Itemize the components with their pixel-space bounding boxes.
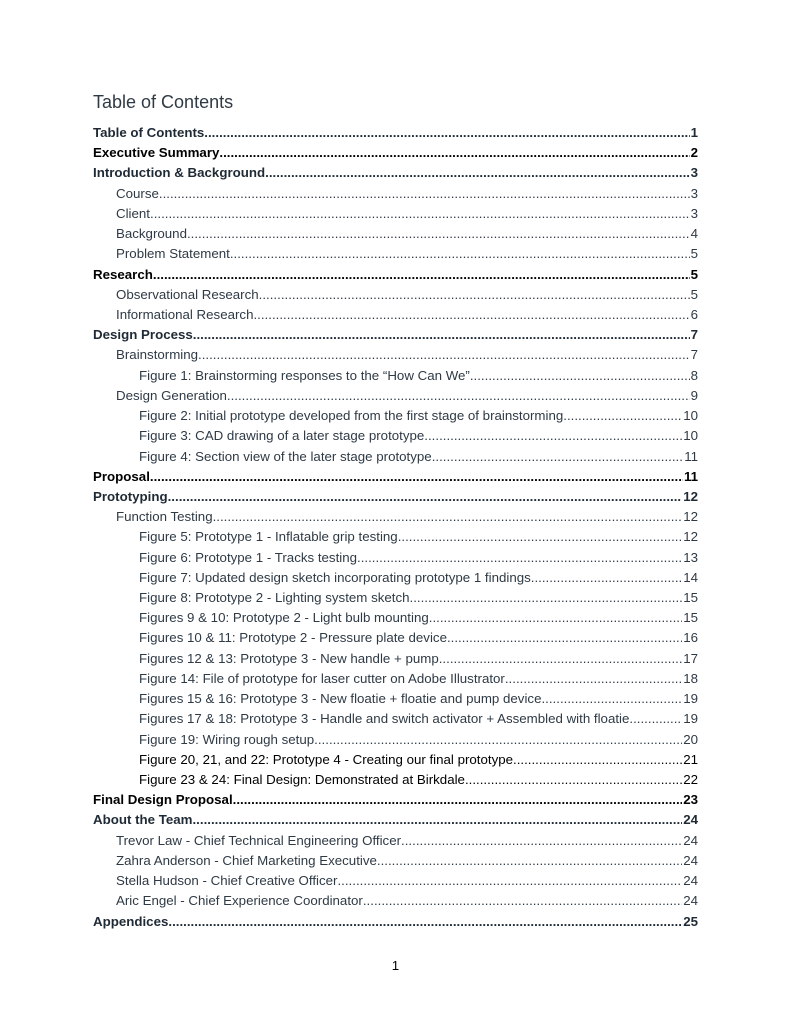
toc-entry-label: Design Process (93, 327, 193, 343)
dot-leader (193, 325, 690, 345)
toc-entry-label: About the Team (93, 812, 193, 828)
dot-leader (259, 285, 690, 305)
toc-entry-label: Function Testing (116, 509, 213, 525)
toc-entry-label: Figure 23 & 24: Final Design: Demonstrated at Birkdale (139, 772, 465, 787)
toc-entry-label: Figure 5: Prototype 1 - Inflatable grip testing (139, 529, 398, 545)
toc-entry-label: Observational Research (116, 286, 259, 302)
toc-entry-label: Background (116, 226, 187, 242)
dot-leader (213, 507, 683, 527)
dot-leader (159, 184, 690, 204)
toc-entry-label: Figures 10 & 11: Prototype 2 - Pressure plate device (139, 630, 447, 646)
toc-entry-page-number: 3 (690, 185, 698, 201)
dot-leader (513, 750, 682, 770)
toc-entry-page-number: 19 (683, 711, 698, 727)
toc-entry[interactable] (93, 467, 698, 487)
toc-entry-page-number: 24 (683, 852, 698, 868)
toc-entry-page-number: 12 (683, 509, 698, 525)
toc-entry-label: Executive Summary (93, 145, 220, 161)
toc-entry[interactable] (93, 750, 698, 770)
dot-leader (629, 709, 682, 729)
dot-leader (465, 770, 682, 790)
toc-entry-page-number: 5 (690, 286, 698, 302)
toc-entry[interactable] (93, 709, 698, 729)
toc-entry[interactable] (93, 325, 698, 345)
toc-entry-page-number: 23 (683, 792, 698, 808)
toc-entry-page-number: 15 (683, 590, 698, 606)
toc-entry[interactable] (93, 568, 698, 588)
dot-leader (429, 608, 682, 628)
toc-entry-page-number: 3 (690, 165, 698, 181)
toc-entry-label: Trevor Law - Chief Technical Engineering Officer (116, 832, 402, 848)
toc-entry[interactable] (93, 730, 698, 750)
toc-entry-label: Table of Contents (93, 125, 205, 140)
toc-entry-page-number: 11 (684, 448, 698, 464)
toc-entry-page-number: 24 (683, 873, 698, 889)
dot-leader (531, 568, 682, 588)
toc-entry[interactable] (93, 810, 698, 830)
toc-entry[interactable] (93, 689, 698, 709)
toc-entry[interactable] (93, 244, 698, 264)
toc-entry-label: Figure 4: Section view of the later stage prototype (139, 448, 432, 464)
toc-entry-page-number: 4 (690, 226, 698, 242)
toc-entry[interactable] (93, 143, 698, 163)
toc-entry-page-number: 10 (683, 428, 698, 444)
toc-entry-page-number: 21 (683, 751, 698, 767)
toc-entry-label: Figure 14: File of prototype for laser cutter on Adobe Illustrator (139, 670, 505, 686)
toc-entry[interactable] (93, 628, 698, 648)
toc-entry-page-number: 1 (690, 125, 698, 140)
dot-leader (187, 224, 690, 244)
dot-leader (439, 649, 682, 669)
page-number: 1 (391, 958, 400, 973)
toc-entry-page-number: 5 (690, 246, 698, 262)
toc-entry-label: Prototyping (93, 488, 168, 504)
dot-leader (410, 588, 683, 608)
toc-entry-page-number: 24 (683, 832, 698, 848)
toc-entry[interactable] (93, 386, 698, 406)
dot-leader (253, 305, 689, 325)
toc-entry-page-number: 12 (683, 488, 698, 504)
toc-entry[interactable] (93, 163, 698, 183)
dot-leader (470, 366, 690, 386)
dot-leader (357, 548, 682, 568)
dot-leader (153, 265, 690, 285)
dot-leader (168, 487, 683, 507)
dot-leader (227, 386, 690, 406)
toc-entry-label: Figures 15 & 16: Prototype 3 - New floatie + floatie and pump device (139, 691, 542, 707)
toc-entry[interactable] (93, 366, 698, 386)
dot-leader (150, 204, 690, 224)
dot-leader (401, 831, 682, 851)
toc-entry-page-number: 8 (690, 367, 698, 383)
toc-entry[interactable] (93, 831, 698, 851)
toc-entry-page-number: 3 (690, 205, 698, 221)
toc-entry-page-number: 16 (683, 630, 698, 646)
toc-entry-label: Course (116, 185, 159, 201)
toc-entry[interactable] (93, 912, 698, 932)
toc-entry[interactable] (93, 871, 698, 891)
toc-entry-label: Research (93, 266, 153, 282)
toc-entry[interactable] (93, 588, 698, 608)
toc-entry[interactable] (93, 345, 698, 365)
toc-entry-page-number: 7 (690, 347, 698, 363)
toc-entry[interactable] (93, 649, 698, 669)
toc-entry-page-number: 24 (683, 812, 698, 828)
dot-leader (150, 467, 683, 487)
toc-entry[interactable] (93, 265, 698, 285)
toc-entry-label: Figure 8: Prototype 2 - Lighting system sketch (139, 590, 410, 606)
toc-entry-label: Figure 19: Wiring rough setup (139, 731, 315, 747)
toc-entry[interactable] (93, 184, 698, 204)
dot-leader (219, 143, 689, 163)
toc-entry-label: Client (116, 205, 150, 221)
toc-entry[interactable] (93, 770, 698, 790)
toc-entry-label: Introduction & Background (93, 165, 266, 181)
toc-entry-page-number: 12 (683, 529, 698, 545)
toc-entry-label: Figure 20, 21, and 22: Prototype 4 - Creating our final prototype (139, 751, 514, 767)
toc-entry[interactable] (93, 447, 698, 467)
toc-entry-page-number: 22 (683, 772, 698, 787)
toc-entry-page-number: 24 (683, 893, 698, 909)
toc-entry-label: Figures 12 & 13: Prototype 3 - New handle + pump (139, 650, 439, 666)
dot-leader (168, 912, 682, 932)
toc-entry[interactable] (93, 790, 698, 810)
toc-entry[interactable] (93, 527, 698, 547)
dot-leader (337, 871, 682, 891)
toc-entry-page-number: 5 (690, 266, 698, 282)
toc-entry-page-number: 17 (683, 650, 698, 666)
dot-leader (314, 730, 682, 750)
toc-entry-label: Zahra Anderson - Chief Marketing Executive (116, 852, 377, 868)
toc-entry-label: Figure 6: Prototype 1 - Tracks testing (139, 549, 358, 565)
toc-entry[interactable] (93, 891, 698, 911)
toc-entry[interactable] (93, 608, 698, 628)
toc-entry[interactable] (93, 406, 698, 426)
toc-entry-label: Figure 3: CAD drawing of a later stage prototype (139, 428, 425, 444)
toc-entry-label: Stella Hudson - Chief Creative Officer (116, 873, 338, 889)
toc-entry[interactable] (93, 426, 698, 446)
page-title: Table of Contents (93, 92, 234, 112)
toc-entry[interactable] (93, 123, 698, 143)
toc-entry-page-number: 13 (683, 549, 698, 565)
toc-entry[interactable] (93, 305, 698, 325)
toc-entry-page-number: 10 (683, 408, 698, 424)
toc-entry-page-number: 11 (683, 468, 698, 484)
toc-entry-label: Figures 17 & 18: Prototype 3 - Handle and switch activator + Assembled with floatie (139, 711, 630, 727)
toc-entry-label: Problem Statement (116, 246, 230, 262)
dot-leader (363, 891, 682, 911)
toc-entry-label: Proposal (93, 468, 150, 484)
dot-leader (424, 426, 682, 446)
dot-leader (377, 851, 682, 871)
toc-entry[interactable] (93, 487, 698, 507)
toc-entry-page-number: 2 (690, 145, 698, 161)
dot-leader (204, 123, 689, 143)
toc-entry[interactable] (93, 851, 698, 871)
toc-entry-page-number: 14 (683, 569, 698, 585)
toc-entry[interactable] (93, 224, 698, 244)
toc-entry-page-number: 25 (683, 913, 698, 929)
toc-entry[interactable] (93, 669, 698, 689)
dot-leader (198, 345, 690, 365)
toc-entry[interactable] (93, 285, 698, 305)
toc-entry-page-number: 6 (690, 306, 698, 322)
dot-leader (541, 689, 682, 709)
toc-entry-page-number: 9 (690, 387, 698, 403)
toc-entry[interactable] (93, 548, 698, 568)
toc-entry-page-number: 20 (683, 731, 698, 747)
dot-leader (432, 447, 683, 467)
toc-entry-label: Figure 1: Brainstorming responses to the “How Can We” (139, 367, 470, 383)
dot-leader (192, 810, 682, 830)
toc-entry-label: Figures 9 & 10: Prototype 2 - Light bulb mounting (139, 610, 429, 626)
dot-leader (447, 628, 682, 648)
toc-entry-label: Brainstorming (116, 347, 199, 363)
dot-leader (233, 790, 683, 810)
dot-leader (563, 406, 682, 426)
dot-leader (265, 163, 689, 183)
dot-leader (230, 244, 690, 264)
toc-entry-label: Aric Engel - Chief Experience Coordinator (116, 893, 363, 909)
toc-entry-page-number: 15 (683, 610, 698, 626)
dot-leader (398, 527, 683, 547)
toc-entry-label: Informational Research (116, 306, 254, 322)
table-of-contents (93, 123, 698, 932)
dot-leader (505, 669, 682, 689)
toc-entry-label: Figure 2: Initial prototype developed from the first stage of brainstorming (139, 408, 564, 424)
toc-entry-page-number: 7 (690, 327, 698, 343)
toc-entry-label: Final Design Proposal (93, 792, 233, 808)
toc-entry-label: Design Generation (116, 387, 227, 403)
toc-entry[interactable] (93, 204, 698, 224)
toc-entry-page-number: 19 (683, 691, 698, 707)
toc-entry-label: Appendices (93, 913, 169, 929)
toc-entry-page-number: 18 (683, 670, 698, 686)
toc-entry[interactable] (93, 507, 698, 527)
toc-entry-label: Figure 7: Updated design sketch incorporating prototype 1 findings (139, 569, 531, 585)
